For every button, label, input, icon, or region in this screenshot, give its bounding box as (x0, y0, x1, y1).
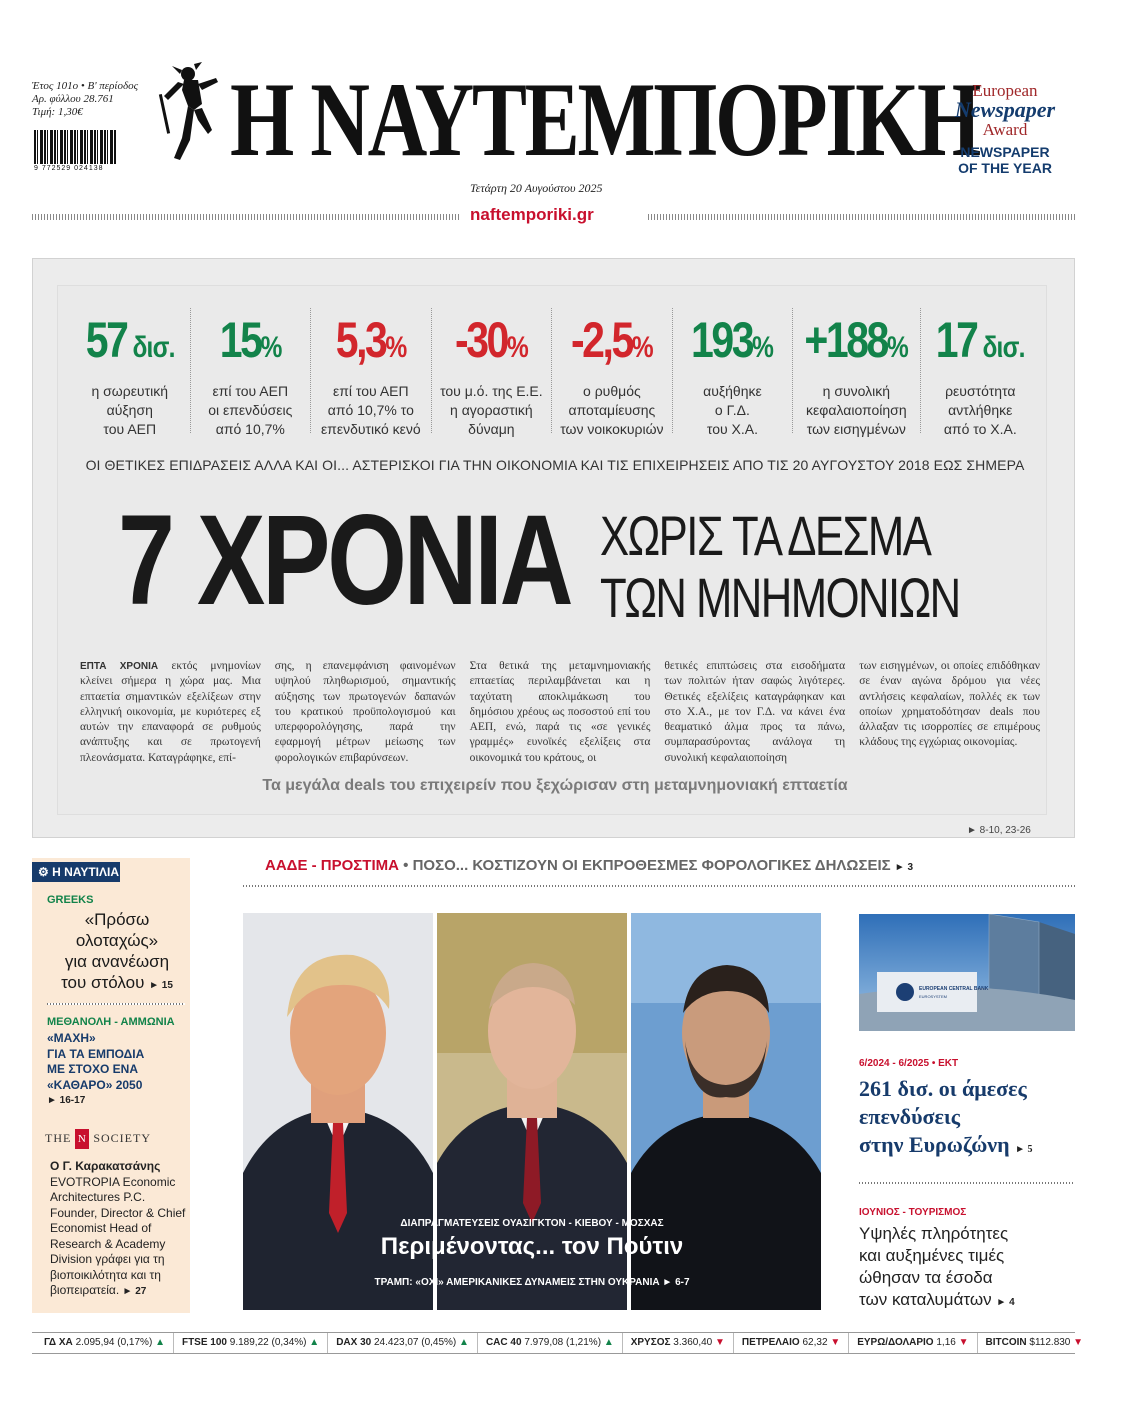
strip-headline: ΠΟΣΟ... ΚΟΣΤΙΖΟΥΝ ΟΙ ΕΚΠΡΟΘΕΣΜΕΣ ΦΟΡΟΛΟΓΙΚΕΣ ΔΗΛΩΣΕΙΣ (412, 857, 891, 874)
stat-number: 193 (691, 312, 753, 368)
tax-fines-strip[interactable] (265, 857, 913, 874)
award-line-part: NEWSPAPER (960, 144, 1050, 160)
website-link[interactable]: naftemporiki.gr (470, 205, 594, 224)
body-column: θετικές επιπτώσεις στα εισοδήματα των πολιτών ήταν σαφώς λιγότερες. Θετικές εξελίξεις καταγράφηκαν και στο Χ.Α., με τον Γ.Δ. να κάνει ένα θεαματικό άλμα προς τα πάνω, συμπαρασύροντας ανάλογα τη συνολική κεφαλαιοποίηση (664, 660, 846, 764)
page-reference: ► 15 (149, 980, 173, 991)
stat-item (792, 308, 919, 437)
edition-info (32, 80, 138, 119)
stat-desc: ο ρυθμός αποταμίευσης των νοικοκυριών (560, 383, 664, 437)
ecb-sign-text: EUROPEAN CENTRAL BANK (919, 986, 989, 992)
barcode (34, 130, 116, 172)
stat-desc: ρευστότητα αντλήθηκε από το Χ.Α. (943, 383, 1017, 437)
arrow-up-icon: ▲ (459, 1337, 469, 1348)
photo-subline: ΤΡΑΜΠ: «ΟΧΙ» ΑΜΕΡΙΚΑΝΙΚΕΣ ΔΥΝΑΜΕΙΣ ΣΤΗΝ ΟΥΚΡΑΝΙΑ ► 6-7 (374, 1277, 690, 1288)
page-reference: ► 16-17 (47, 1095, 86, 1106)
stat-value (219, 310, 281, 378)
arrow-down-icon: ▼ (715, 1337, 725, 1348)
stat-value (455, 310, 528, 378)
lead-body (80, 659, 1040, 769)
right-category: ΙΟΥΝΙΟΣ - ΤΟΥΡΙΣΜΟΣ (859, 1207, 967, 1218)
stat-unit: % (385, 331, 407, 364)
arrow-up-icon: ▲ (155, 1337, 165, 1348)
stat-desc: του μ.ό. της Ε.Ε. η αγοραστική δύναμη (440, 383, 543, 437)
award-line: Newspaper (954, 97, 1056, 122)
lead-footer-line[interactable]: Τα μεγάλα deals του επιχειρείν που ξεχώρισαν στη μεταμνημονιακή επταετία (262, 777, 848, 794)
divider (47, 1003, 185, 1005)
award-line (930, 144, 1080, 176)
page-reference: ► 8-10, 23-26 (967, 825, 1031, 836)
body-column: Στα θετικά της μεταμνημονιακής επταετίας περιλαμβάνεται και η ταχύτατη αποκλιμάκωση του δημόσιου χρέους ως ποσοστού επί του ΑΕΠ, ενώ, παρά τις «σε γενικές γραμμές» ευνοϊκές εξελίξεις στα οικονομικά του κράτους, οι (469, 660, 651, 764)
stat-unit: % (506, 331, 528, 364)
stat-unit: % (260, 331, 282, 364)
page-reference: ► 5 (1015, 1144, 1033, 1155)
divider (32, 214, 460, 220)
price: Τιμή: 1,30€ (32, 106, 83, 118)
ticker-item: DAX 30 24.423,07 (0,45%) ▲ (327, 1333, 477, 1353)
newspaper-award (930, 82, 1080, 176)
award-line: European (972, 81, 1038, 100)
stat-number: 57 (85, 312, 127, 368)
award-line: Award (982, 120, 1028, 139)
stat-value (335, 310, 406, 378)
ecb-photo (859, 914, 1075, 1031)
arrow-down-icon: ▼ (1073, 1337, 1084, 1348)
ticker-item: CAC 40 7.979,08 (1,21%) ▲ (477, 1333, 622, 1353)
stat-unit: % (887, 331, 909, 364)
photo-kicker: ΔΙΑΠΡΑΓΜΑΤΕΥΣΕΙΣ ΟΥΑΣΙΓΚΤΟΝ - ΚΙΕΒΟΥ - ΜΟΣΧΑΣ (400, 1218, 664, 1229)
stat-number: +188 (804, 312, 888, 368)
body-lead-in: ΕΠΤΑ ΧΡΟΝΙΑ (80, 661, 159, 672)
subheadline-line: ΤΩΝ ΜΝΗΜΟΝΙΩΝ (600, 566, 960, 629)
stat-number: 15 (219, 312, 261, 368)
market-ticker (32, 1332, 1084, 1354)
ticker-item: FTSE 100 9.189,22 (0,34%) ▲ (173, 1333, 327, 1353)
stat-item (70, 308, 190, 437)
stat-item (672, 308, 793, 437)
page-reference: ► 3 (894, 862, 914, 873)
society-mark-icon: N (75, 1129, 89, 1149)
edition-line: Έτος 101ο • Β' περίοδος (32, 80, 139, 92)
award-line-part: OF THE YEAR (958, 160, 1052, 176)
page-reference: ► 6-7 (662, 1277, 690, 1288)
ticker-item: ΧΡΥΣΟΣ 3.360,40 ▼ (622, 1333, 733, 1353)
stat-unit: δισ. (976, 331, 1025, 364)
ecb-sign-text: EUROSYSTEM (919, 994, 948, 999)
barcode-number: 9 772529 024138 (34, 165, 104, 172)
barcode-bars (34, 130, 116, 164)
lead-kicker: ΟΙ ΘΕΤΙΚΕΣ ΕΠΙΔΡΑΣΕΙΣ ΑΛΛΑ ΚΑΙ ΟΙ... ΑΣΤΕΡΙΣΚΟΙ ΓΙΑ ΤΗΝ ΟΙΚΟΝΟΜΙΑ ΚΑΙ ΤΙΣ ΕΠΙΧΕΙΡΗΣΕΙΣ ΑΠΟ ΤΙΣ 20 ΑΥΓΟΥΣΤΟΥ 2018 ΕΩΣ ΣΗΜΕΡΑ (85, 457, 1025, 473)
stat-desc: επί του ΑΕΠ από 10,7% το επενδυτικό κενό (320, 383, 421, 437)
arrow-down-icon: ▼ (958, 1337, 969, 1348)
section-label: ⚙ Η ΝΑΥΤΙΛΙΑ (32, 862, 120, 882)
stat-desc: αυξήθηκε ο Γ.Δ. του Χ.Α. (703, 383, 762, 437)
stat-item (920, 308, 1041, 437)
arrow-up-icon: ▲ (603, 1337, 614, 1348)
arrow-down-icon: ▼ (830, 1337, 841, 1348)
right-headline[interactable]: 261 δισ. οι άμεσες επενδύσεις στην Ευρωζώνη ► 5 (859, 1076, 1033, 1157)
stat-item (551, 308, 672, 437)
stats-row (70, 308, 1040, 437)
columnist-name: Ο Γ. Καρακατσάνης (50, 1159, 161, 1173)
columnist-role: EVOTROPIA Economic Architectures P.C. Founder, Director & Chief Economist Head of Research & Academy Division γράφει για τη βιοποικιλότητα και τη βιοπειρατεία. (50, 1174, 186, 1297)
stat-item (310, 308, 431, 437)
stat-unit: % (631, 331, 653, 364)
stat-value (805, 310, 909, 378)
page-reference: ► 27 (122, 1286, 147, 1297)
sidebar-headline[interactable]: «ΜΑΧΗ» ΓΙΑ ΤΑ ΕΜΠΟΔΙΑ ΜΕ ΣΤΟΧΟ ΕΝΑ «ΚΑΘΑΡΟ» 2050 ► 16-17 (47, 1031, 187, 1109)
strip-bullet: • (403, 857, 409, 874)
stat-unit: δισ. (126, 331, 175, 364)
stat-unit: % (752, 331, 774, 364)
stat-value (85, 310, 174, 378)
ticker-item: ΠΕΤΡΕΛΑΙΟ 62,32 ▼ (733, 1333, 848, 1353)
sidebar-headline[interactable]: «Πρόσω ολοταχώς» για ανανέωση του στόλου ► 15 (61, 910, 173, 992)
stat-desc: η συνολική κεφαλαιοποίηση των εισηγμένων (806, 383, 907, 437)
body-column (80, 659, 261, 769)
stat-number: -30 (454, 312, 507, 368)
divider (859, 1182, 1075, 1184)
photo-headline[interactable]: Περιμένοντας... τον Πούτιν (380, 1233, 684, 1260)
lead-subheadline[interactable] (600, 505, 960, 629)
stat-number: -2,5 (570, 312, 632, 368)
stat-number: 5,3 (335, 312, 386, 368)
stat-value (936, 310, 1025, 378)
masthead-title: Η ΝΑΥΤΕΜΠΟΡΙΚΗ (230, 61, 980, 178)
strip-label: ΑΑΔΕ - ΠΡΟΣΤΙΜΑ (265, 857, 399, 874)
stat-value (571, 310, 653, 378)
stat-item (190, 308, 311, 437)
right-headline[interactable]: Υψηλές πληρότητες και αυξημένες τιμές ώθησαν τα έσοδα των καταλυμάτων ► 4 (859, 1224, 1015, 1309)
columnist-blurb[interactable] (50, 1159, 186, 1300)
body-text: εκτός μνημονίων κλείνει σήμερα η χώρα μας. Μια επταετία σημαντικών εξελίξεων στην ελληνική οικονομία, με κυριότερες εξ αυτών την επαναφορά σε ρυθμούς ανάπτυξης και σε πρωτογενή πλεονάσματα. Καταγράφηκε, επί- (80, 660, 261, 764)
ticker-item: BITCOIN $112.830 ▼ (977, 1333, 1092, 1353)
divider (648, 214, 1075, 220)
society-logo: THE N SOCIETY (45, 1129, 183, 1149)
arrow-up-icon: ▲ (309, 1337, 320, 1348)
lead-headline[interactable]: 7 ΧΡΟΝΙΑ (118, 489, 571, 632)
sidebar-category: GREEKS (47, 894, 94, 906)
body-column: σης, η επανεμφάνιση φαινομένων υψηλού πληθωρισμού, σημαντικής αύξησης των πρωτογενών δαπανών του κρατικού προϋπολογισμού και υπερφορολόγησης, παρά την εφαρμογή μέτρων μείωσης των φορολογικών επιβαρύνσεων. (274, 660, 456, 764)
issue-date: Τετάρτη 20 Αυγούστου 2025 (470, 181, 603, 195)
stat-value (691, 310, 773, 378)
stat-number: 17 (935, 312, 977, 368)
subheadline-line: ΧΩΡΙΣ ΤΑ ΔΕΣΜΑ (600, 504, 931, 567)
sidebar-category: ΜΕΘΑΝΟΛΗ - ΑΜΜΩΝΙΑ (47, 1016, 175, 1028)
divider (243, 885, 1075, 887)
ticker-item: ΓΔ ΧΑ 2.095,94 (0,17%) ▲ (44, 1337, 165, 1348)
page-reference: ► 4 (996, 1297, 1015, 1308)
right-category: 6/2024 - 6/2025 • ΕΚΤ (859, 1058, 959, 1069)
hermes-logo-icon (158, 60, 222, 172)
stat-item (431, 308, 552, 437)
issue-number: Αρ. φύλλου 28.761 (32, 93, 114, 105)
stat-desc: η σωρευτική αύξηση του ΑΕΠ (91, 383, 169, 437)
stat-desc: επί του ΑΕΠ οι επενδύσεις από 10,7% (208, 383, 293, 437)
body-column: των εισηγμένων, οι οποίες επιδόθηκαν σε έναν αγώνα δρόμου για νέες αντλήσεις κεφαλαίων, πολλές εκ των οποίων χρηματοδότησαν deals που άλλαξαν τις ισορροπίες σε επιμέρους κλάδους της εγχώριας οικονομίας. (859, 660, 1040, 749)
ticker-item: ΕΥΡΩ/ΔΟΛΑΡΙΟ 1,16 ▼ (848, 1333, 976, 1353)
